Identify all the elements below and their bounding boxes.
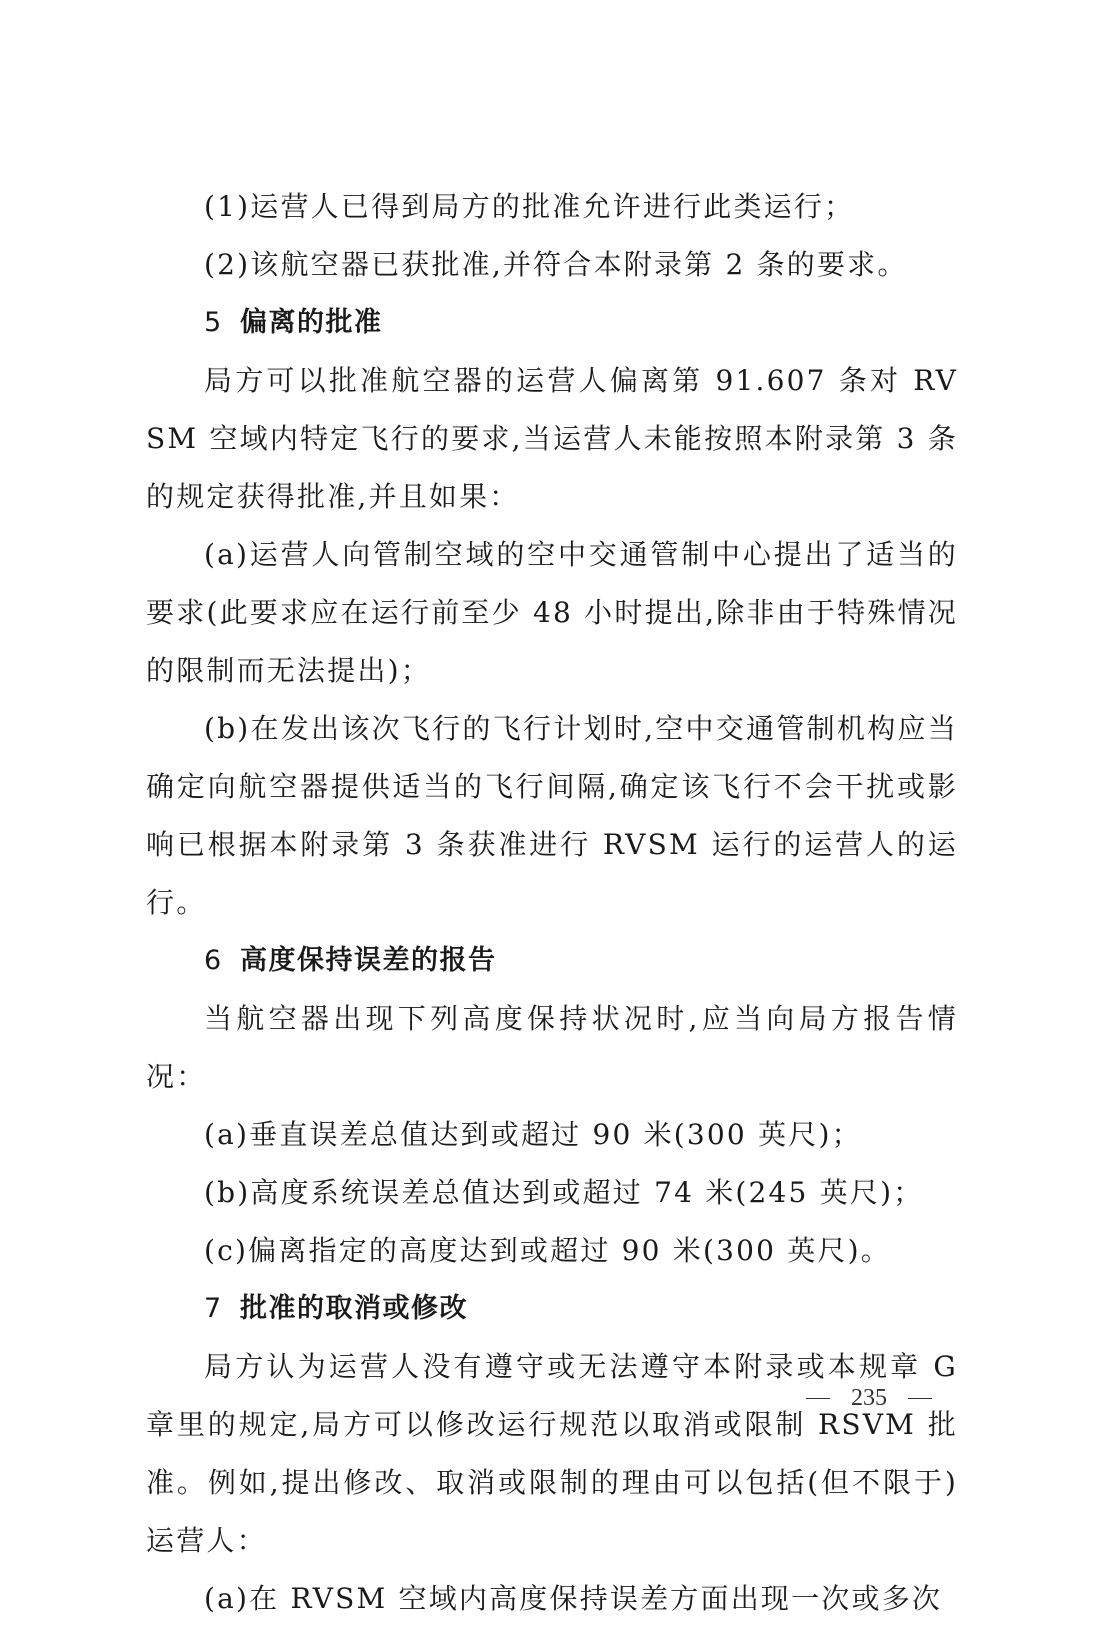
paragraph-7: (a)垂直误差总值达到或超过 90 米(300 英尺)；	[204, 1118, 862, 1151]
section-title: 高度保持误差的报告	[240, 945, 497, 976]
paragraph-10: 局方认为运营人没有遵守或无法遵守本附录或本规章 G 章里的规定,局方可以修改运行规范以取消或限制 RSVM 批准。例如,提出修改、取消或限制的理由可以包括(但不限于)运营人：	[146, 1350, 958, 1557]
paragraph-9: (c)偏离指定的高度达到或超过 90 米(300 英尺)。	[204, 1234, 891, 1267]
paragraph-11: (a)在 RVSM 空域内高度保持误差方面出现一次或多次	[204, 1582, 943, 1615]
section-heading-7	[146, 1280, 958, 1338]
paragraph-1: (1)运营人已得到局方的批准允许进行此类运行；	[204, 190, 855, 223]
dash-right	[908, 1398, 932, 1399]
section-title: 偏离的批准	[240, 307, 383, 338]
section-title: 批准的取消或修改	[240, 1293, 468, 1324]
paragraph-5: (b)在发出该次飞行的飞行计划时,空中交通管制机构应当确定向航空器提供适当的飞行间隔,确定该飞行不会干扰或影响已根据本附录第 3 条获准进行 RVSM 运行的运营人的运行。	[146, 712, 958, 919]
dash-left	[806, 1398, 830, 1399]
section-number: 5	[204, 307, 223, 338]
page-number: 235	[851, 1385, 887, 1411]
paragraph-2: (2)该航空器已获批准,并符合本附录第 2 条的要求。	[204, 248, 908, 281]
section-heading-5	[146, 294, 958, 352]
page-footer	[806, 1385, 932, 1412]
paragraph-8: (b)高度系统误差总值达到或超过 74 米(245 英尺)；	[204, 1176, 924, 1209]
paragraph-4: (a)运营人向管制空域的空中交通管制中心提出了适当的要求(此要求应在运行前至少 48 小时提出,除非由于特殊情况的限制而无法提出)；	[146, 538, 958, 687]
section-number: 6	[204, 945, 223, 976]
section-number: 7	[204, 1293, 223, 1324]
paragraph-3: 局方可以批准航空器的运营人偏离第 91.607 条对 RVSM 空域内特定飞行的要求,当运营人未能按照本附录第 3 条的规定获得批准,并且如果：	[146, 364, 958, 513]
section-heading-6	[146, 932, 958, 990]
paragraph-6: 当航空器出现下列高度保持状况时,应当向局方报告情况：	[146, 1002, 958, 1093]
document-body	[146, 0, 958, 1628]
